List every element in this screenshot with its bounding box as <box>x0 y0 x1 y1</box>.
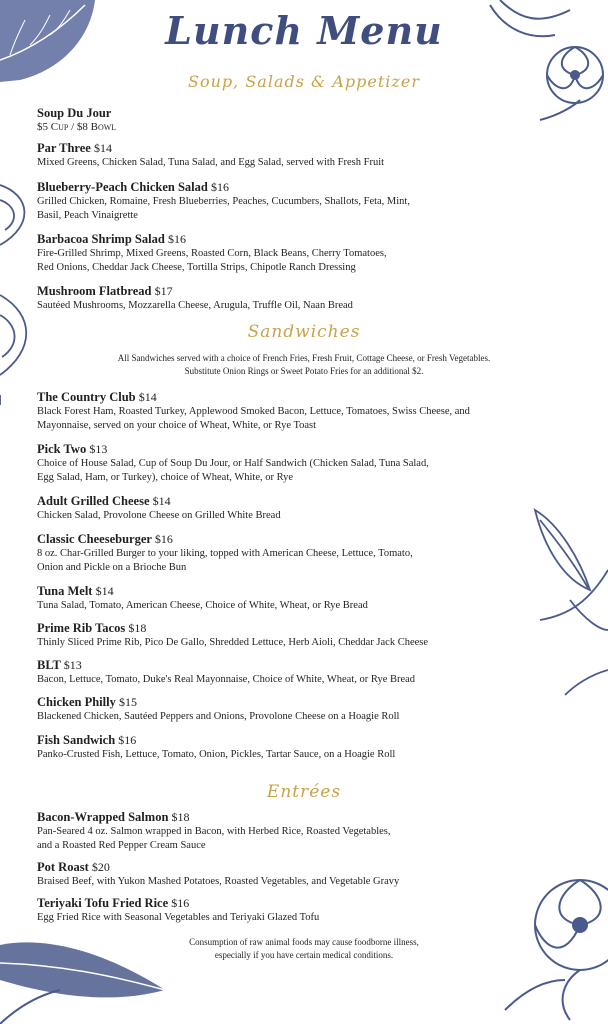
menu-item-blueberry-peach-chicken-salad <box>37 180 557 222</box>
item-description: Braised Beef, with Yukon Mashed Potatoes, Roasted Vegetables, and Vegetable Gravy <box>37 876 400 887</box>
item-description: Tuna Salad, Tomato, American Cheese, Choice of White, Wheat, or Rye Bread <box>37 600 368 611</box>
item-name: Tuna Melt <box>37 584 93 598</box>
item-name: Blueberry-Peach Chicken Salad <box>37 180 208 194</box>
item-description: Red Onions, Cheddar Jack Cheese, Tortilla Strips, Chipotle Ranch Dressing <box>37 261 356 273</box>
item-name: Prime Rib Tacos <box>37 621 126 635</box>
item-price: $14 <box>138 390 157 404</box>
section-title-soups-salads: Soup, Salads & Appetizer <box>188 72 420 91</box>
sandwiches-note-line1: All Sandwiches served with a choice of French Fries, Fresh Fruit, Cottage Cheese, or Fresh Vegetables. <box>117 353 491 363</box>
item-price: $14 <box>152 494 171 508</box>
item-description: Chicken Salad, Provolone Cheese on Grilled White Bread <box>37 510 281 521</box>
menu-item-par-three <box>37 141 557 170</box>
item-description: Fire-Grilled Shrimp, Mixed Greens, Roasted Corn, Black Beans, Cherry Tomatoes, <box>37 248 387 259</box>
item-price: $13 <box>89 442 108 456</box>
item-name: Par Three <box>37 141 91 155</box>
item-description: Bacon, Lettuce, Tomato, Duke's Real Mayonnaise, Choice of White, Wheat, or Rye Bread <box>37 674 416 685</box>
item-description: Grilled Chicken, Romaine, Fresh Blueberries, Peaches, Cucumbers, Shallots, Feta, Mint, <box>37 196 410 207</box>
item-price: $18 <box>128 621 147 635</box>
item-price: $17 <box>154 284 173 298</box>
menu-item-adult-grilled-cheese <box>37 494 557 523</box>
item-description: 8 oz. Char-Grilled Burger to your liking, topped with American Cheese, Lettuce, Tomato, <box>37 548 413 559</box>
menu-item-classic-cheeseburger <box>37 532 557 574</box>
menu-title: Lunch Menu <box>165 8 443 53</box>
item-name: Barbacoa Shrimp Salad <box>37 232 165 246</box>
item-description: Choice of House Salad, Cup of Soup Du Jour, or Half Sandwich (Chicken Salad, Tuna Salad, <box>37 458 429 469</box>
item-name: Soup Du Jour <box>37 106 112 120</box>
item-name: Chicken Philly <box>37 695 116 709</box>
item-price: $13 <box>63 658 82 672</box>
menu-item-chicken-philly <box>37 695 557 724</box>
item-name: Classic Cheeseburger <box>37 532 152 546</box>
sandwiches-note-line2: Substitute Onion Rings or Sweet Potato Fries for an additional $2. <box>184 366 424 376</box>
item-name: Adult Grilled Cheese <box>37 494 150 508</box>
item-price: $16 <box>154 532 173 546</box>
disclaimer-line1: Consumption of raw animal foods may cause foodborne illness, <box>189 937 419 947</box>
menu-item-prime-rib-tacos <box>37 621 557 650</box>
item-price: $14 <box>93 141 112 155</box>
menu-item-bacon-wrapped-salmon <box>37 810 557 852</box>
menu-item-pot-roast <box>37 860 557 889</box>
item-description: Basil, Peach Vinaigrette <box>37 209 138 221</box>
menu-item-fish-sandwich <box>37 733 557 762</box>
item-price: $16 <box>118 733 137 747</box>
menu-item-blt <box>37 658 557 687</box>
item-price: $18 <box>171 810 190 824</box>
item-description: Sautéed Mushrooms, Mozzarella Cheese, Arugula, Truffle Oil, Naan Bread <box>37 300 353 311</box>
item-name: Bacon-Wrapped Salmon <box>37 810 169 824</box>
item-price: $16 <box>171 896 190 910</box>
item-name: Fish Sandwich <box>37 733 116 747</box>
menu-item-teriyaki-tofu-fried-rice <box>37 896 557 925</box>
item-price: $20 <box>91 860 110 874</box>
item-name: Pot Roast <box>37 860 89 874</box>
item-description: Blackened Chicken, Sautéed Peppers and Onions, Provolone Cheese on a Hoagie Roll <box>37 711 400 722</box>
menu-item-country-club <box>37 390 557 432</box>
item-name: Teriyaki Tofu Fried Rice <box>37 896 169 910</box>
item-price: $16 <box>167 232 186 246</box>
item-name: BLT <box>37 658 61 672</box>
menu-item-tuna-melt <box>37 584 557 613</box>
item-description: Onion and Pickle on a Brioche Bun <box>37 561 187 573</box>
item-price: $16 <box>210 180 229 194</box>
item-price: $15 <box>118 695 137 709</box>
menu-item-barbacoa-shrimp-salad <box>37 232 557 274</box>
item-name: The Country Club <box>37 390 136 404</box>
menu-item-soup-du-jour <box>37 106 557 135</box>
item-description: Thinly Sliced Prime Rib, Pico De Gallo, Shredded Lettuce, Herb Aioli, Cheddar Jack Cheese <box>37 637 429 648</box>
item-name: Mushroom Flatbread <box>37 284 152 298</box>
item-description: Black Forest Ham, Roasted Turkey, Applewood Smoked Bacon, Lettuce, Tomatoes, Swiss Cheese, and <box>37 406 470 417</box>
disclaimer-line2: especially if you have certain medical conditions. <box>214 950 394 960</box>
item-description: and a Roasted Red Pepper Cream Sauce <box>37 839 206 851</box>
menu-item-mushroom-flatbread <box>37 284 557 313</box>
item-description: Mixed Greens, Chicken Salad, Tuna Salad, and Egg Salad, served with Fresh Fruit <box>37 157 385 168</box>
item-name: Pick Two <box>37 442 87 456</box>
item-description: Egg Fried Rice with Seasonal Vegetables and Teriyaki Glazed Tofu <box>37 912 320 923</box>
item-description: Egg Salad, Ham, or Turkey), choice of Wheat, White, or Rye <box>37 471 294 483</box>
section-title-sandwiches: Sandwiches <box>247 322 361 342</box>
item-description: $5 Cup / $8 Bowl <box>37 121 117 133</box>
item-description: Mayonnaise, served on your choice of Wheat, White, or Rye Toast <box>37 419 317 431</box>
section-title-entrees: Entrées <box>266 782 342 802</box>
item-price: $14 <box>95 584 114 598</box>
menu-item-pick-two <box>37 442 557 484</box>
item-description: Pan-Seared 4 oz. Salmon wrapped in Bacon, with Herbed Rice, Roasted Vegetables, <box>37 826 391 837</box>
item-description: Panko-Crusted Fish, Lettuce, Tomato, Onion, Pickles, Tartar Sauce, on a Hoagie Roll <box>37 749 396 760</box>
